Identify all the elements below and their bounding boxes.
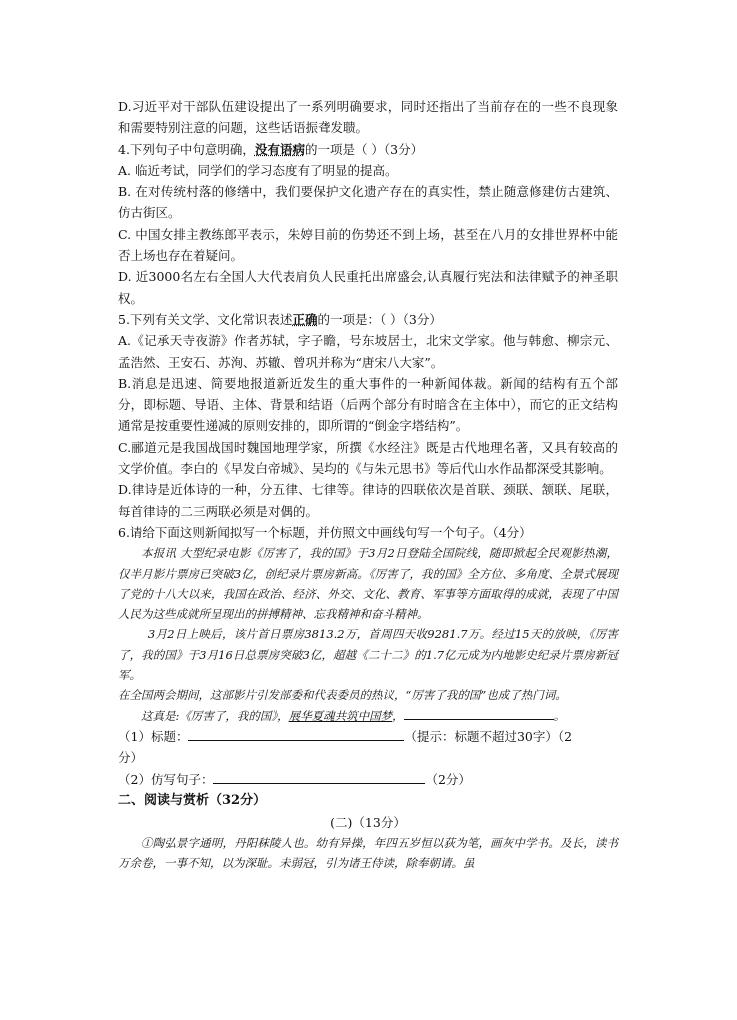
q5-option-b: B.消息是迅速、简要地报道新近发生的重大事件的一种新闻体裁。新闻的结构有五个部分，即标题、导语、主体、背景和结语（后两个部分有时暗含在主体中），而它的正文结构通常是按重要性递减的原则安排的，即所谓的“倒金字塔结构”。: [118, 375, 618, 434]
q4-option-b: B. 在对传统村落的修缮中，我们要保护文化遗产存在的真实性，禁止随意修建仿古建筑、仿古街区。: [118, 184, 618, 221]
model-sentence: [118, 706, 618, 726]
model-sentence-pre: 这真是:《厉害了，我的国》，: [141, 708, 289, 723]
title-answer-blank[interactable]: [188, 727, 404, 741]
q5-stem: [118, 309, 618, 330]
news-paragraph-3: 在全国两会期间，这部影片引发部委和代表委员的热议，“厉害了我的国”也成了热门词。: [118, 688, 567, 703]
title-answer-line: [118, 726, 618, 747]
q4-option-d: D. 近3000名左右全国人大代表肩负人民重托出席盛会,认真履行宪法和法律赋予的神圣职权。: [118, 269, 618, 306]
imitate-answer-line: [118, 769, 618, 790]
q5-stem-pre: 5.下列有关文学、文化常识表述: [118, 311, 293, 327]
title-hint-cont: 分）: [118, 750, 144, 766]
section-2-subheading: (二)（13分）: [330, 814, 406, 830]
model-sentence-post: ，: [392, 708, 404, 723]
title-label: （1）标题：: [118, 728, 189, 744]
q4-stem-bold: 没有语病: [254, 141, 305, 157]
imitate-label: （2）仿写句子：: [118, 771, 214, 787]
q3-option-d: D.习近平对干部队伍建设提出了一系列明确要求，同时还指出了当前存在的一些不良现象和需要特别注意的问题，这些话语振聋发聩。: [118, 99, 618, 136]
model-sentence-underlined: 展华夏魂共筑中国梦: [288, 708, 393, 723]
news-paragraph-2: 3月2日上映后，该片首日票房3813.2万，首周四天收9281.7万。经过15天的放映，《厉害了，我的国》于3月16日总票房突破3亿，超越《二十二》的1.7亿元成为内地影史纪录片票房新冠军。: [118, 627, 618, 683]
q5-option-c: C.郦道元是我国战国时魏国地理学家，所撰《水经注》既是古代地理名著，又具有较高的文学价值。李白的《早发白帝城》、吴均的《与朱元思书》等后代山水作品都深受其影响。: [118, 439, 618, 477]
news-paragraph-1: 本报讯 大型纪录电影《厉害了，我的国》于3月2日登陆全国院线，随即掀起全民观影热潮，仅半月影片票房已突破3亿，创纪录片票房新高。《厉害了，我的国》全方位、多角度、全景式展现了党的十八大以来，我国在政治、经济、外交、文化、教育、军事等方面取得的成就，表现了中国人民为这些成就所呈现出的拼搏精神、忘我精神和奋斗精神。: [118, 546, 618, 622]
imitate-score: （2分）: [425, 771, 471, 787]
q5-option-a: A.《记承天寺夜游》作者苏轼，字子瞻，号东坡居士，北宋文学家。他与韩愈、柳宗元、孟浩然、王安石、苏洵、苏辙、曾巩并称为“唐宋八大家”。: [118, 333, 618, 370]
q5-option-d: D.律诗是近体诗的一种，分五律、七律等。律诗的四联依次是首联、颈联、颔联、尾联，每首律诗的二三两联必须是对偶的。: [118, 482, 618, 519]
exam-content: [118, 96, 618, 874]
model-sentence-end: 。: [553, 708, 566, 723]
q4-option-c: C. 中国女排主教练郎平表示，朱婷目前的伤势还不到上场，甚至在八月的女排世界杯中能否上场也存在着疑问。: [118, 226, 618, 264]
q4-stem: [118, 139, 618, 160]
q4-stem-post: 的一项是（ ）（3分）: [304, 141, 424, 157]
model-sentence-blank[interactable]: [404, 706, 554, 720]
q4-option-a: A. 临近考试，同学们的学习态度有了明显的提高。: [118, 162, 398, 178]
q5-stem-post: 的一项是：（ ）（3分）: [317, 311, 442, 327]
imitate-answer-blank[interactable]: [213, 770, 425, 784]
q4-stem-pre: 4.下列句子中句意明确，: [118, 141, 255, 157]
q6-stem: 6.请给下面这则新闻拟写一个标题，并仿照文中画线句写一个句子。（4分）: [118, 524, 532, 540]
q5-stem-bold: 正确: [292, 311, 318, 327]
title-hint: （提示：标题不超过30字）（2: [404, 728, 573, 744]
section-2-heading: 二、阅读与赏析（32分）: [118, 792, 267, 808]
passage-paragraph-1: ①陶弘景字通明，丹阳秣陵人也。幼有异操，年四五岁恒以荻为笔，画灰中学书。及长，读书万余卷，一事不知，以为深耻。未弱冠，引为诸王侍读，除奉朝请。虽: [118, 836, 618, 871]
